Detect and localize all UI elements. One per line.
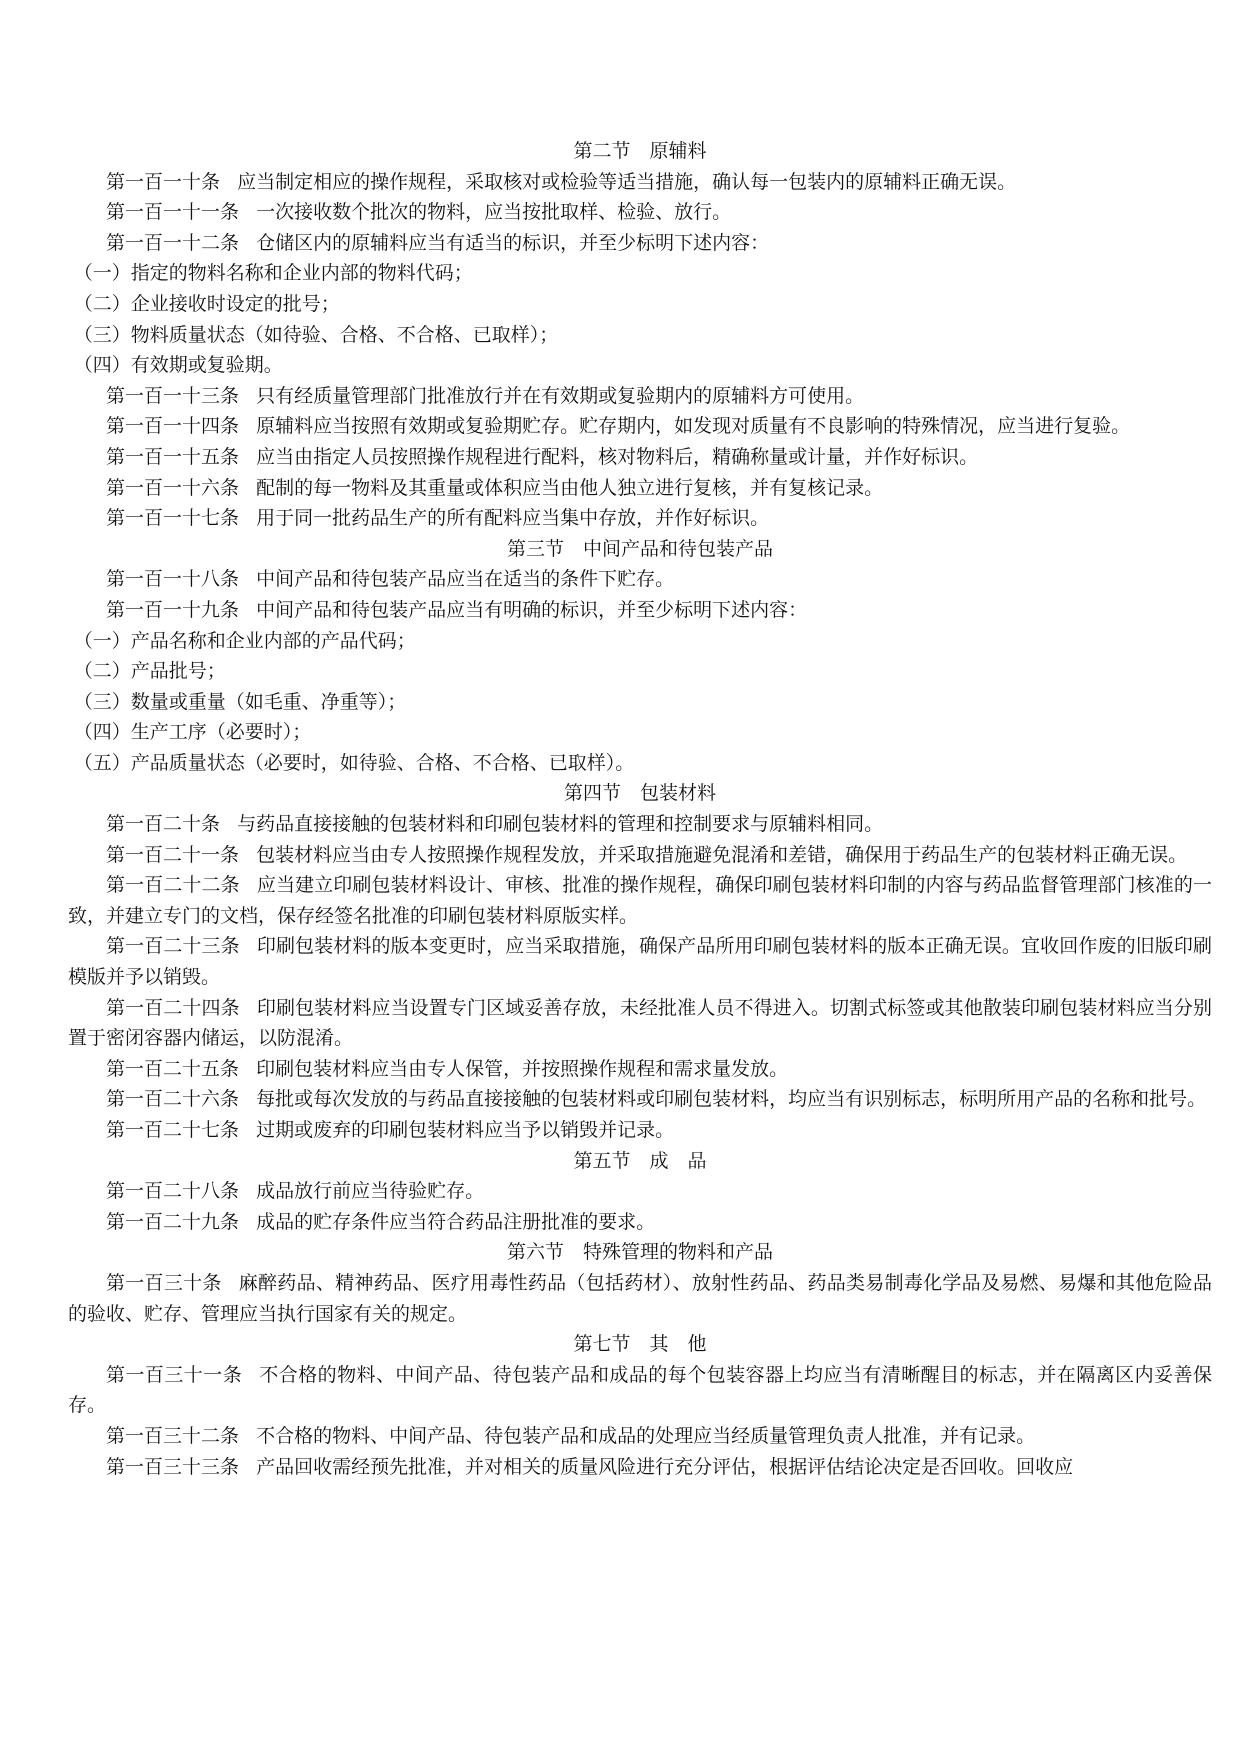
article-paragraph bbox=[68, 595, 1212, 626]
article-text: 麻醉药品、精神药品、医疗用毒性药品（包括药材）、放射性药品、药品类易制毒化学品及易燃、易爆和其他危险品的验收、贮存、管理应当执行国家有关的规定。 bbox=[68, 1271, 1212, 1325]
article-text: 仓储区内的原辅料应当有适当的标识，并至少标明下述内容： bbox=[256, 231, 770, 254]
article-paragraph bbox=[68, 473, 1212, 504]
article-text: 应当制定相应的操作规程，采取核对或检验等适当措施，确认每一包装内的原辅料正确无误。 bbox=[237, 170, 1017, 193]
article-number: 第一百一十八条 bbox=[106, 568, 240, 591]
article-number: 第一百二十条 bbox=[106, 813, 221, 836]
article-text: 应当建立印刷包装材料设计、审核、批准的操作规程，确保印刷包装材料印制的内容与药品监督管理部门核准的一致，并建立专门的文档，保存经签名批准的印刷包装材料原版实样。 bbox=[68, 874, 1212, 927]
article-text: 每批或每次发放的与药品直接接触的包装材料或印刷包装材料，均应当有识别标志，标明所用产品的名称和批号。 bbox=[256, 1088, 1207, 1111]
section-heading: 第七节 其 他 bbox=[573, 1333, 707, 1356]
list-item: （三）物料质量状态（如待验、合格、不合格、已取样）； bbox=[73, 323, 559, 346]
article-paragraph bbox=[68, 809, 1212, 840]
article-text: 原辅料应当按照有效期或复验期贮存。贮存期内，如发现对质量有不良影响的特殊情况，应当进行复验。 bbox=[256, 415, 1131, 438]
article-number: 第一百三十二条 bbox=[106, 1424, 240, 1447]
article-text: 过期或废弃的印刷包装材料应当予以销毁并记录。 bbox=[256, 1119, 675, 1141]
list-item: （二）企业接收时设定的批号； bbox=[73, 292, 340, 315]
article-text: 配制的每一物料及其重量或体积应当由他人独立进行复核，并有复核记录。 bbox=[256, 476, 884, 499]
article-text: 应当由指定人员按照操作规程进行配料，核对物料后，精确称量或计量，并作好标识。 bbox=[256, 445, 979, 468]
article-text: 成品放行前应当待验贮存。 bbox=[256, 1180, 485, 1203]
section-heading: 第四节 包装材料 bbox=[563, 782, 716, 805]
article-paragraph bbox=[68, 1421, 1212, 1452]
article-number: 第一百二十六条 bbox=[106, 1088, 240, 1111]
list-item: （五）产品质量状态（必要时，如待验、合格、不合格、已取样）。 bbox=[73, 751, 635, 774]
article-number: 第一百一十一条 bbox=[106, 201, 240, 224]
article-number: 第一百二十七条 bbox=[106, 1119, 240, 1141]
article-paragraph bbox=[68, 411, 1212, 442]
article-paragraph bbox=[68, 1054, 1212, 1085]
article-paragraph bbox=[68, 931, 1212, 992]
article-number: 第一百二十三条 bbox=[106, 935, 240, 958]
article-text: 用于同一批药品生产的所有配料应当集中存放，并作好标识。 bbox=[256, 507, 770, 530]
list-item: （四）有效期或复验期。 bbox=[73, 354, 283, 377]
article-number: 第一百一十二条 bbox=[106, 231, 240, 254]
list-item: （一）产品名称和企业内部的产品代码； bbox=[73, 629, 416, 652]
article-number: 第一百二十九条 bbox=[106, 1210, 240, 1233]
article-paragraph bbox=[68, 1115, 1212, 1146]
article-paragraph bbox=[68, 1084, 1212, 1115]
article-text: 只有经质量管理部门批准放行并在有效期或复验期内的原辅料方可使用。 bbox=[256, 384, 865, 407]
article-text: 包装材料应当由专人按照操作规程发放，并采取措施避免混淆和差错，确保用于药品生产的包装材料正确无误。 bbox=[256, 843, 1188, 866]
article-number: 第一百一十条 bbox=[106, 170, 221, 193]
article-number: 第一百一十五条 bbox=[106, 445, 240, 468]
article-paragraph bbox=[68, 870, 1212, 931]
article-number: 第一百一十九条 bbox=[106, 598, 240, 621]
article-text: 产品回收需经预先批准，并对相关的质量风险进行充分评估，根据评估结论决定是否回收。回收应 bbox=[256, 1455, 1074, 1478]
article-number: 第一百二十四条 bbox=[106, 996, 240, 1019]
article-text: 成品的贮存条件应当符合药品注册批准的要求。 bbox=[256, 1210, 656, 1233]
article-text: 与药品直接接触的包装材料和印刷包装材料的管理和控制要求与原辅料相同。 bbox=[237, 813, 884, 836]
article-paragraph bbox=[68, 197, 1212, 228]
article-number: 第一百一十三条 bbox=[106, 384, 240, 407]
article-text: 一次接收数个批次的物料，应当按批取样、检验、放行。 bbox=[256, 201, 732, 224]
article-paragraph bbox=[68, 228, 1212, 259]
article-text: 中间产品和待包装产品应当在适当的条件下贮存。 bbox=[256, 568, 675, 591]
section-heading: 第六节 特殊管理的物料和产品 bbox=[506, 1241, 773, 1264]
article-paragraph bbox=[68, 503, 1212, 534]
article-paragraph bbox=[68, 381, 1212, 412]
article-text: 印刷包装材料的版本变更时，应当采取措施，确保产品所用印刷包装材料的版本正确无误。宜收回作废的旧版印刷模版并予以销毁。 bbox=[68, 935, 1212, 989]
article-number: 第一百二十一条 bbox=[106, 843, 240, 866]
article-number: 第一百三十三条 bbox=[106, 1455, 240, 1478]
section-heading: 第二节 原辅料 bbox=[573, 140, 707, 162]
article-text: 中间产品和待包装产品应当有明确的标识，并至少标明下述内容： bbox=[256, 598, 808, 621]
article-number: 第一百一十四条 bbox=[106, 415, 240, 438]
document-body bbox=[68, 136, 1212, 1482]
article-paragraph bbox=[68, 1452, 1212, 1483]
article-paragraph bbox=[68, 1176, 1212, 1207]
article-number: 第一百二十五条 bbox=[106, 1057, 240, 1080]
article-paragraph bbox=[68, 442, 1212, 473]
list-item: （三）数量或重量（如毛重、净重等）； bbox=[73, 690, 407, 713]
article-paragraph bbox=[68, 1360, 1212, 1421]
article-number: 第一百一十七条 bbox=[106, 507, 240, 530]
article-text: 印刷包装材料应当由专人保管，并按照操作规程和需求量发放。 bbox=[256, 1057, 789, 1080]
list-item: （四）生产工序（必要时）； bbox=[73, 721, 312, 744]
article-text: 印刷包装材料应当设置专门区域妥善存放，未经批准人员不得进入。切割式标签或其他散装印刷包装材料应当分别置于密闭容器内储运，以防混淆。 bbox=[68, 996, 1212, 1050]
article-number: 第一百三十一条 bbox=[106, 1363, 243, 1386]
article-text: 不合格的物料、中间产品、待包装产品和成品的每个包装容器上均应当有清晰醒目的标志，并在隔离区内妥善保存。 bbox=[68, 1363, 1212, 1417]
list-item: （一）指定的物料名称和企业内部的物料代码； bbox=[73, 262, 473, 285]
article-number: 第一百二十八条 bbox=[106, 1180, 240, 1203]
section-heading: 第三节 中间产品和待包装产品 bbox=[506, 537, 773, 560]
article-paragraph bbox=[68, 167, 1212, 198]
article-paragraph bbox=[68, 564, 1212, 595]
article-paragraph bbox=[68, 840, 1212, 871]
article-text: 不合格的物料、中间产品、待包装产品和成品的处理应当经质量管理负责人批准，并有记录。 bbox=[256, 1424, 1036, 1447]
section-heading: 第五节 成 品 bbox=[573, 1149, 707, 1172]
article-paragraph bbox=[68, 1207, 1212, 1238]
article-paragraph bbox=[68, 1268, 1212, 1329]
article-number: 第一百二十二条 bbox=[106, 874, 240, 897]
article-paragraph bbox=[68, 993, 1212, 1054]
article-number: 第一百一十六条 bbox=[106, 476, 240, 499]
article-number: 第一百三十条 bbox=[106, 1271, 222, 1294]
list-item: （二）产品批号； bbox=[73, 660, 226, 683]
